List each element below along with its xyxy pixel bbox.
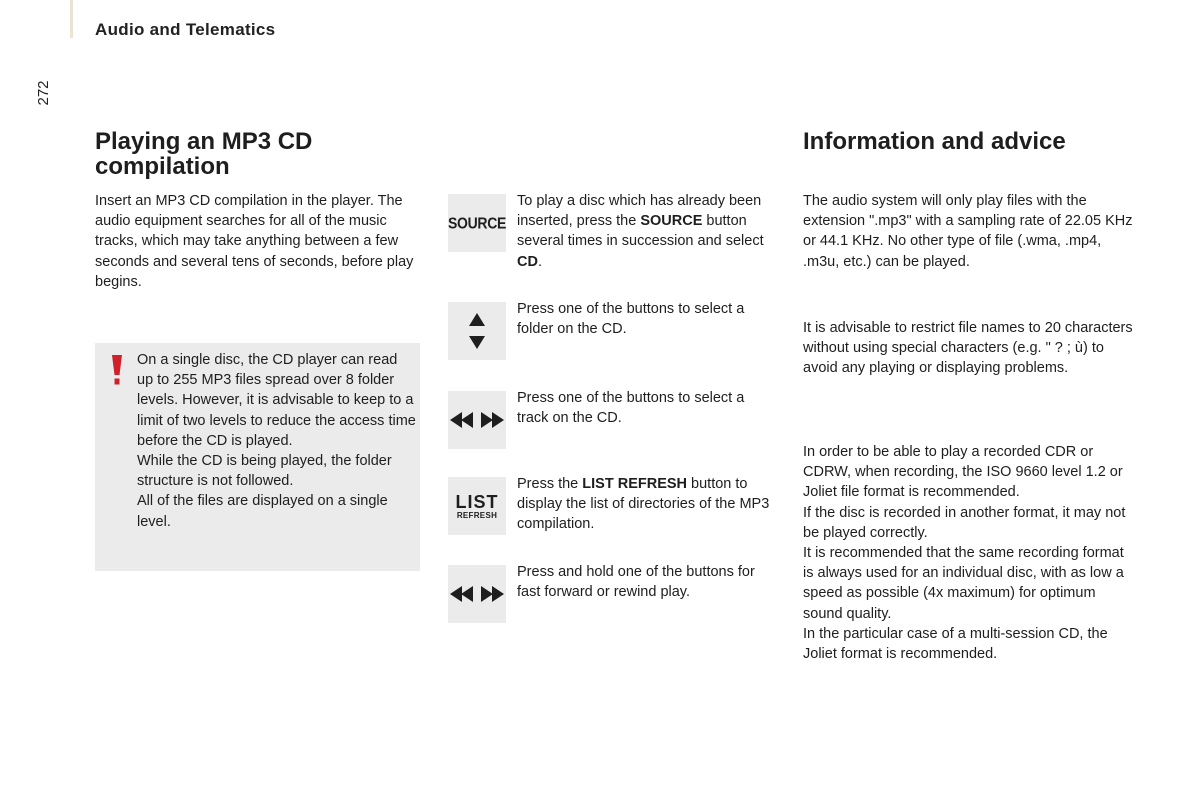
- advice-paragraph-3b: If the disc is recorded in another format, it may not be played correctly.: [803, 504, 1126, 541]
- list-refresh-instruction: Press the LIST REFRESH button to display the list of directories of the MP3 compilation.: [517, 476, 770, 533]
- list-refresh-button-icon: [448, 477, 506, 535]
- section-heading-advice: Information and advice: [803, 128, 1066, 155]
- advice-paragraph-3: [803, 442, 1138, 664]
- section-heading-mp3: Playing an MP3 CD compilation: [95, 128, 313, 180]
- intro-paragraph: Insert an MP3 CD compilation in the player. The audio equipment searches for all of the music tracks, which may take anything between a few seconds and several tens of seconds, before play begins.: [95, 193, 414, 290]
- folder-instruction: Press one of the buttons to select a folder on the CD.: [517, 301, 745, 338]
- advice-paragraph-2: It is advisable to restrict file names to 20 characters without using special characters (e.g. " ? ; ù) to avoid any playing or displaying problems.: [803, 320, 1133, 377]
- source-button-label: SOURCE: [447, 214, 507, 232]
- seek-buttons-icon: [448, 565, 506, 623]
- advice-paragraph-3c: It is recommended that the same recording format is always used for an individual disc, with as low a speed as possible (4x maximum) for optimum sound quality.: [803, 545, 1124, 622]
- list-label: LIST: [455, 491, 499, 512]
- down-arrow-icon: [469, 336, 485, 349]
- warning-paragraph-1: On a single disc, the CD player can read up to 255 MP3 files spread over 8 folder levels. However, it is advisable to keep to a limit of two levels to reduce the access time before the CD is played.: [137, 352, 416, 449]
- warning-box: [95, 343, 420, 571]
- track-prev-next-icon: [450, 411, 504, 429]
- source-button-icon: [448, 194, 506, 252]
- folder-up-down-icon: [465, 311, 489, 351]
- source-instruction: To play a disc which has already been inserted, press the SOURCE button several times in succession and select CD.: [517, 193, 764, 270]
- warning-text: [137, 350, 417, 532]
- advice-paragraph-3d: In the particular case of a multi-session CD, the Joliet format is recommended.: [803, 625, 1108, 663]
- folder-buttons-icon: [448, 302, 506, 360]
- chapter-title: Audio and Telematics: [95, 20, 276, 39]
- page-number: 272: [34, 80, 52, 106]
- refresh-label: REFRESH: [456, 510, 498, 520]
- chapter-tab-bar: [70, 0, 73, 38]
- track-buttons-icon: [448, 391, 506, 449]
- warning-paragraph-3: All of the files are displayed on a single level.: [137, 493, 388, 530]
- seek-rewind-forward-icon: [450, 585, 504, 603]
- track-instruction: Press one of the buttons to select a track on the CD.: [517, 390, 745, 427]
- warning-paragraph-2: While the CD is being played, the folder structure is not followed.: [137, 453, 392, 490]
- up-arrow-icon: [469, 313, 485, 326]
- advice-paragraph-1: The audio system will only play files with the extension ".mp3" with a sampling rate of 22.05 KHz or 44.1 KHz. No other type of file (.wma, .mp4, .m3u, etc.) can be played.: [803, 193, 1133, 270]
- exclamation-icon: [112, 355, 122, 385]
- seek-instruction: Press and hold one of the buttons for fast forward or rewind play.: [517, 564, 755, 601]
- advice-paragraph-3a: In order to be able to play a recorded CDR or CDRW, when recording, the ISO 9660 level 1.2 or Joliet file format is recommended.: [803, 444, 1123, 501]
